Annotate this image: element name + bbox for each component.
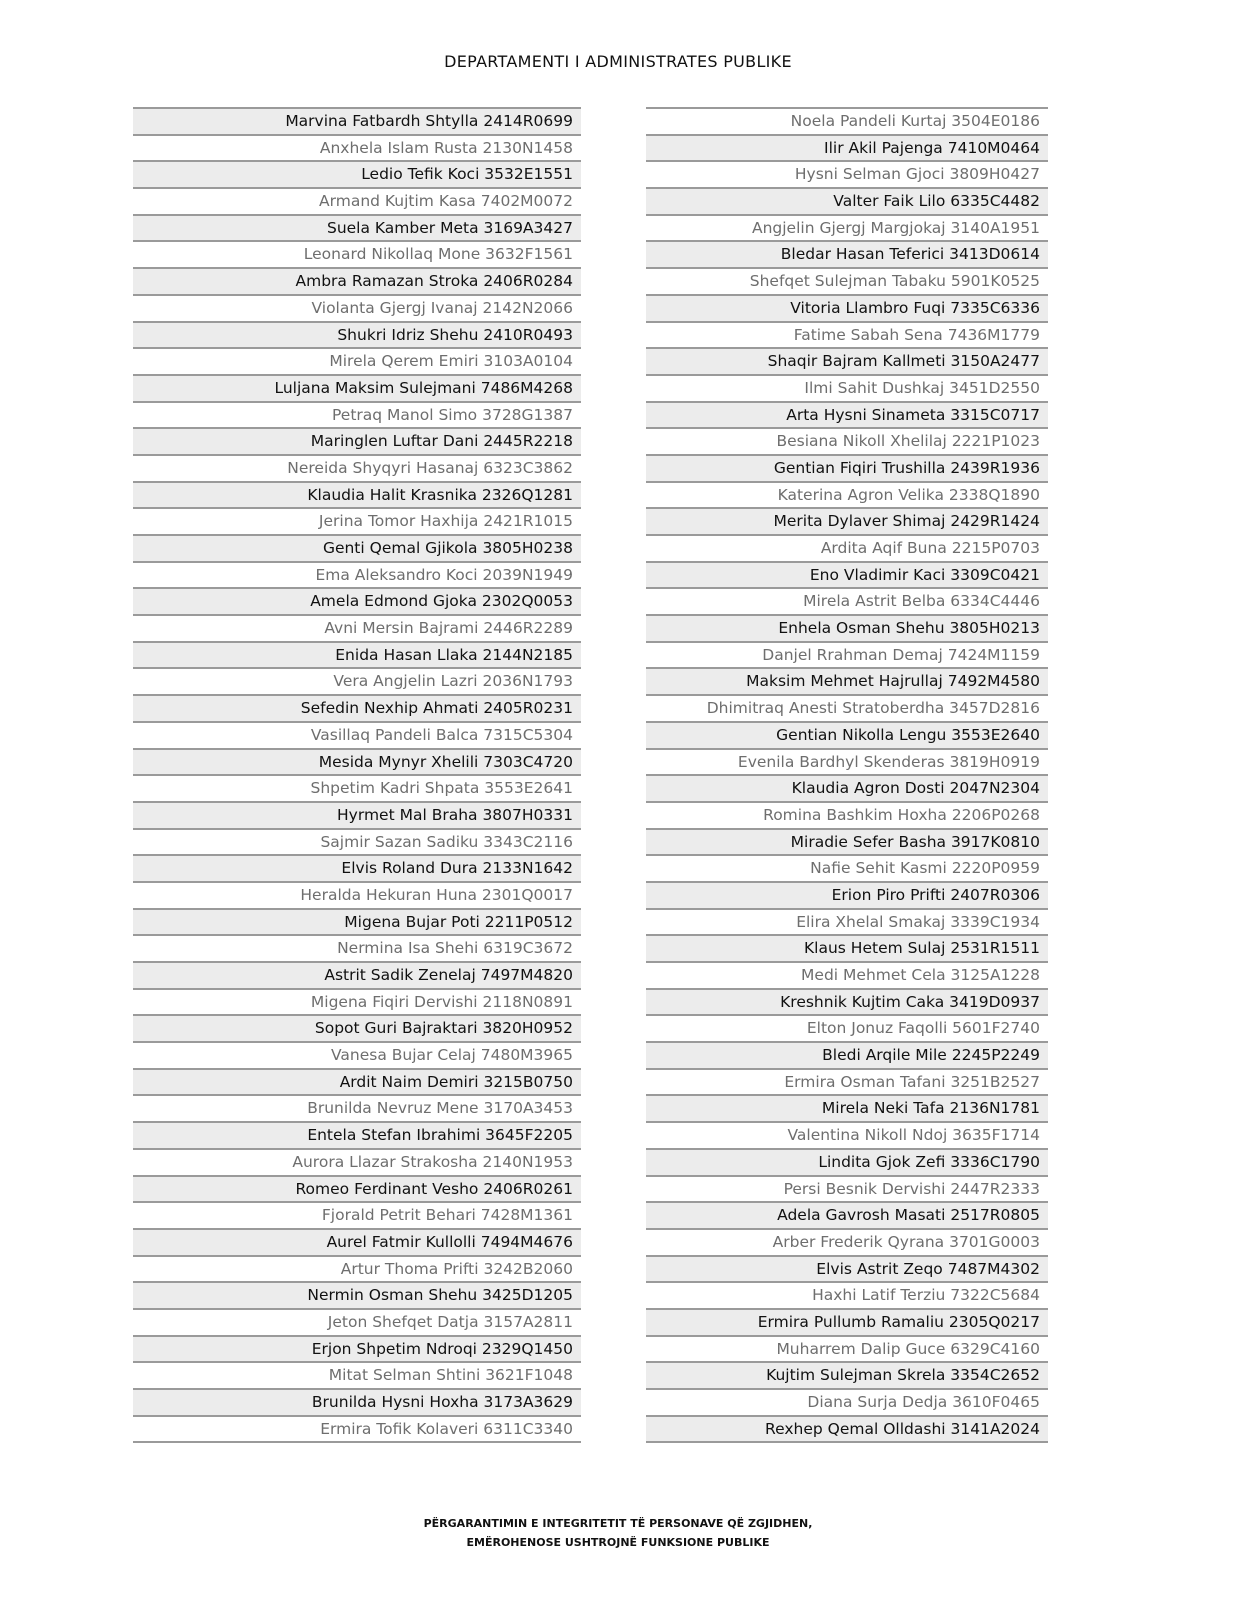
list-item: Luljana Maksim Sulejmani 7486M4268 bbox=[133, 376, 581, 403]
list-item: Haxhi Latif Terziu 7322C5684 bbox=[646, 1283, 1048, 1310]
list-item: Leonard Nikollaq Mone 3632F1561 bbox=[133, 242, 581, 269]
list-item: Sopot Guri Bajraktari 3820H0952 bbox=[133, 1016, 581, 1043]
list-item: Jerina Tomor Haxhija 2421R1015 bbox=[133, 509, 581, 536]
list-item: Jeton Shefqet Datja 3157A2811 bbox=[133, 1310, 581, 1337]
list-item: Sefedin Nexhip Ahmati 2405R0231 bbox=[133, 696, 581, 723]
list-item: Shaqir Bajram Kallmeti 3150A2477 bbox=[646, 349, 1048, 376]
list-item: Brunilda Nevruz Mene 3170A3453 bbox=[133, 1096, 581, 1123]
list-item: Medi Mehmet Cela 3125A1228 bbox=[646, 963, 1048, 990]
list-item: Nermin Osman Shehu 3425D1205 bbox=[133, 1283, 581, 1310]
list-item: Entela Stefan Ibrahimi 3645F2205 bbox=[133, 1123, 581, 1150]
list-item: Arber Frederik Qyrana 3701G0003 bbox=[646, 1230, 1048, 1257]
list-item: Persi Besnik Dervishi 2447R2333 bbox=[646, 1177, 1048, 1204]
list-item: Genti Qemal Gjikola 3805H0238 bbox=[133, 536, 581, 563]
list-item: Maringlen Luftar Dani 2445R2218 bbox=[133, 429, 581, 456]
list-item: Kujtim Sulejman Skrela 3354C2652 bbox=[646, 1363, 1048, 1390]
list-item: Anxhela Islam Rusta 2130N1458 bbox=[133, 136, 581, 163]
list-item: Marvina Fatbardh Shtylla 2414R0699 bbox=[133, 109, 581, 136]
left-column-list bbox=[133, 107, 581, 1443]
list-item: Danjel Rrahman Demaj 7424M1159 bbox=[646, 643, 1048, 670]
list-item: Petraq Manol Simo 3728G1387 bbox=[133, 403, 581, 430]
list-item: Mirela Neki Tafa 2136N1781 bbox=[646, 1096, 1048, 1123]
list-item: Aurel Fatmir Kullolli 7494M4676 bbox=[133, 1230, 581, 1257]
footer-line-2: EMËROHENOSE USHTROJNË FUNKSIONE PUBLIKE bbox=[466, 1536, 770, 1549]
list-item: Besiana Nikoll Xhelilaj 2221P1023 bbox=[646, 429, 1048, 456]
list-item: Klaudia Agron Dosti 2047N2304 bbox=[646, 776, 1048, 803]
list-item: Bledar Hasan Teferici 3413D0614 bbox=[646, 242, 1048, 269]
list-item: Elvis Astrit Zeqo 7487M4302 bbox=[646, 1257, 1048, 1284]
list-item: Sajmir Sazan Sadiku 3343C2116 bbox=[133, 830, 581, 857]
list-item: Hysni Selman Gjoci 3809H0427 bbox=[646, 162, 1048, 189]
list-item: Ema Aleksandro Koci 2039N1949 bbox=[133, 563, 581, 590]
page-title: DEPARTAMENTI I ADMINISTRATES PUBLIKE bbox=[444, 52, 792, 71]
list-item: Artur Thoma Prifti 3242B2060 bbox=[133, 1257, 581, 1284]
list-item: Enida Hasan Llaka 2144N2185 bbox=[133, 643, 581, 670]
list-item: Romina Bashkim Hoxha 2206P0268 bbox=[646, 803, 1048, 830]
list-item: Ledio Tefik Koci 3532E1551 bbox=[133, 162, 581, 189]
list-item: Klaudia Halit Krasnika 2326Q1281 bbox=[133, 483, 581, 510]
list-item: Shukri Idriz Shehu 2410R0493 bbox=[133, 323, 581, 350]
list-item: Bledi Arqile Mile 2245P2249 bbox=[646, 1043, 1048, 1070]
list-item: Vasillaq Pandeli Balca 7315C5304 bbox=[133, 723, 581, 750]
right-column-list bbox=[646, 107, 1048, 1443]
list-item: Diana Surja Dedja 3610F0465 bbox=[646, 1390, 1048, 1417]
list-item: Valter Faik Lilo 6335C4482 bbox=[646, 189, 1048, 216]
list-item: Ilmi Sahit Dushkaj 3451D2550 bbox=[646, 376, 1048, 403]
list-item: Ardita Aqif Buna 2215P0703 bbox=[646, 536, 1048, 563]
list-item: Romeo Ferdinant Vesho 2406R0261 bbox=[133, 1177, 581, 1204]
list-item: Miradie Sefer Basha 3917K0810 bbox=[646, 830, 1048, 857]
list-item: Nermina Isa Shehi 6319C3672 bbox=[133, 936, 581, 963]
list-item: Astrit Sadik Zenelaj 7497M4820 bbox=[133, 963, 581, 990]
list-item: Muharrem Dalip Guce 6329C4160 bbox=[646, 1337, 1048, 1364]
list-item: Aurora Llazar Strakosha 2140N1953 bbox=[133, 1150, 581, 1177]
list-item: Rexhep Qemal Olldashi 3141A2024 bbox=[646, 1417, 1048, 1444]
list-item: Maksim Mehmet Hajrullaj 7492M4580 bbox=[646, 669, 1048, 696]
list-item: Shpetim Kadri Shpata 3553E2641 bbox=[133, 776, 581, 803]
footer bbox=[0, 1514, 1236, 1552]
list-item: Shefqet Sulejman Tabaku 5901K0525 bbox=[646, 269, 1048, 296]
list-item: Arta Hysni Sinameta 3315C0717 bbox=[646, 403, 1048, 430]
list-item: Gentian Nikolla Lengu 3553E2640 bbox=[646, 723, 1048, 750]
list-item: Katerina Agron Velika 2338Q1890 bbox=[646, 483, 1048, 510]
list-item: Adela Gavrosh Masati 2517R0805 bbox=[646, 1203, 1048, 1230]
list-item: Vanesa Bujar Celaj 7480M3965 bbox=[133, 1043, 581, 1070]
list-item: Suela Kamber Meta 3169A3427 bbox=[133, 216, 581, 243]
list-item: Erjon Shpetim Ndroqi 2329Q1450 bbox=[133, 1337, 581, 1364]
list-item: Lindita Gjok Zefi 3336C1790 bbox=[646, 1150, 1048, 1177]
list-item: Nafie Sehit Kasmi 2220P0959 bbox=[646, 856, 1048, 883]
list-item: Vera Angjelin Lazri 2036N1793 bbox=[133, 669, 581, 696]
list-item: Nereida Shyqyri Hasanaj 6323C3862 bbox=[133, 456, 581, 483]
list-item: Avni Mersin Bajrami 2446R2289 bbox=[133, 616, 581, 643]
list-item: Brunilda Hysni Hoxha 3173A3629 bbox=[133, 1390, 581, 1417]
list-item: Klaus Hetem Sulaj 2531R1511 bbox=[646, 936, 1048, 963]
list-item: Vitoria Llambro Fuqi 7335C6336 bbox=[646, 296, 1048, 323]
list-item: Violanta Gjergj Ivanaj 2142N2066 bbox=[133, 296, 581, 323]
list-item: Ambra Ramazan Stroka 2406R0284 bbox=[133, 269, 581, 296]
list-item: Amela Edmond Gjoka 2302Q0053 bbox=[133, 589, 581, 616]
list-item: Fjorald Petrit Behari 7428M1361 bbox=[133, 1203, 581, 1230]
list-item: Mesida Mynyr Xhelili 7303C4720 bbox=[133, 750, 581, 777]
footer-line-1: PËRGARANTIMIN E INTEGRITETIT TË PERSONAVE QË ZGJIDHEN, bbox=[423, 1517, 813, 1530]
list-item: Merita Dylaver Shimaj 2429R1424 bbox=[646, 509, 1048, 536]
list-item: Mirela Qerem Emiri 3103A0104 bbox=[133, 349, 581, 376]
list-item: Evenila Bardhyl Skenderas 3819H0919 bbox=[646, 750, 1048, 777]
list-item: Gentian Fiqiri Trushilla 2439R1936 bbox=[646, 456, 1048, 483]
list-item: Ilir Akil Pajenga 7410M0464 bbox=[646, 136, 1048, 163]
list-item: Heralda Hekuran Huna 2301Q0017 bbox=[133, 883, 581, 910]
list-item: Angjelin Gjergj Margjokaj 3140A1951 bbox=[646, 216, 1048, 243]
list-item: Ermira Pullumb Ramaliu 2305Q0217 bbox=[646, 1310, 1048, 1337]
list-item: Ardit Naim Demiri 3215B0750 bbox=[133, 1070, 581, 1097]
list-item: Eno Vladimir Kaci 3309C0421 bbox=[646, 563, 1048, 590]
list-item: Elton Jonuz Faqolli 5601F2740 bbox=[646, 1016, 1048, 1043]
list-item: Erion Piro Prifti 2407R0306 bbox=[646, 883, 1048, 910]
list-item: Migena Fiqiri Dervishi 2118N0891 bbox=[133, 990, 581, 1017]
list-item: Fatime Sabah Sena 7436M1779 bbox=[646, 323, 1048, 350]
list-item: Mirela Astrit Belba 6334C4446 bbox=[646, 589, 1048, 616]
list-item: Armand Kujtim Kasa 7402M0072 bbox=[133, 189, 581, 216]
list-item: Ermira Osman Tafani 3251B2527 bbox=[646, 1070, 1048, 1097]
list-item: Elira Xhelal Smakaj 3339C1934 bbox=[646, 910, 1048, 937]
list-item: Valentina Nikoll Ndoj 3635F1714 bbox=[646, 1123, 1048, 1150]
list-item: Hyrmet Mal Braha 3807H0331 bbox=[133, 803, 581, 830]
list-item: Ermira Tofik Kolaveri 6311C3340 bbox=[133, 1417, 581, 1444]
list-item: Elvis Roland Dura 2133N1642 bbox=[133, 856, 581, 883]
list-item: Dhimitraq Anesti Stratoberdha 3457D2816 bbox=[646, 696, 1048, 723]
list-item: Migena Bujar Poti 2211P0512 bbox=[133, 910, 581, 937]
list-item: Kreshnik Kujtim Caka 3419D0937 bbox=[646, 990, 1048, 1017]
list-item: Enhela Osman Shehu 3805H0213 bbox=[646, 616, 1048, 643]
list-item: Mitat Selman Shtini 3621F1048 bbox=[133, 1363, 581, 1390]
list-item: Noela Pandeli Kurtaj 3504E0186 bbox=[646, 109, 1048, 136]
